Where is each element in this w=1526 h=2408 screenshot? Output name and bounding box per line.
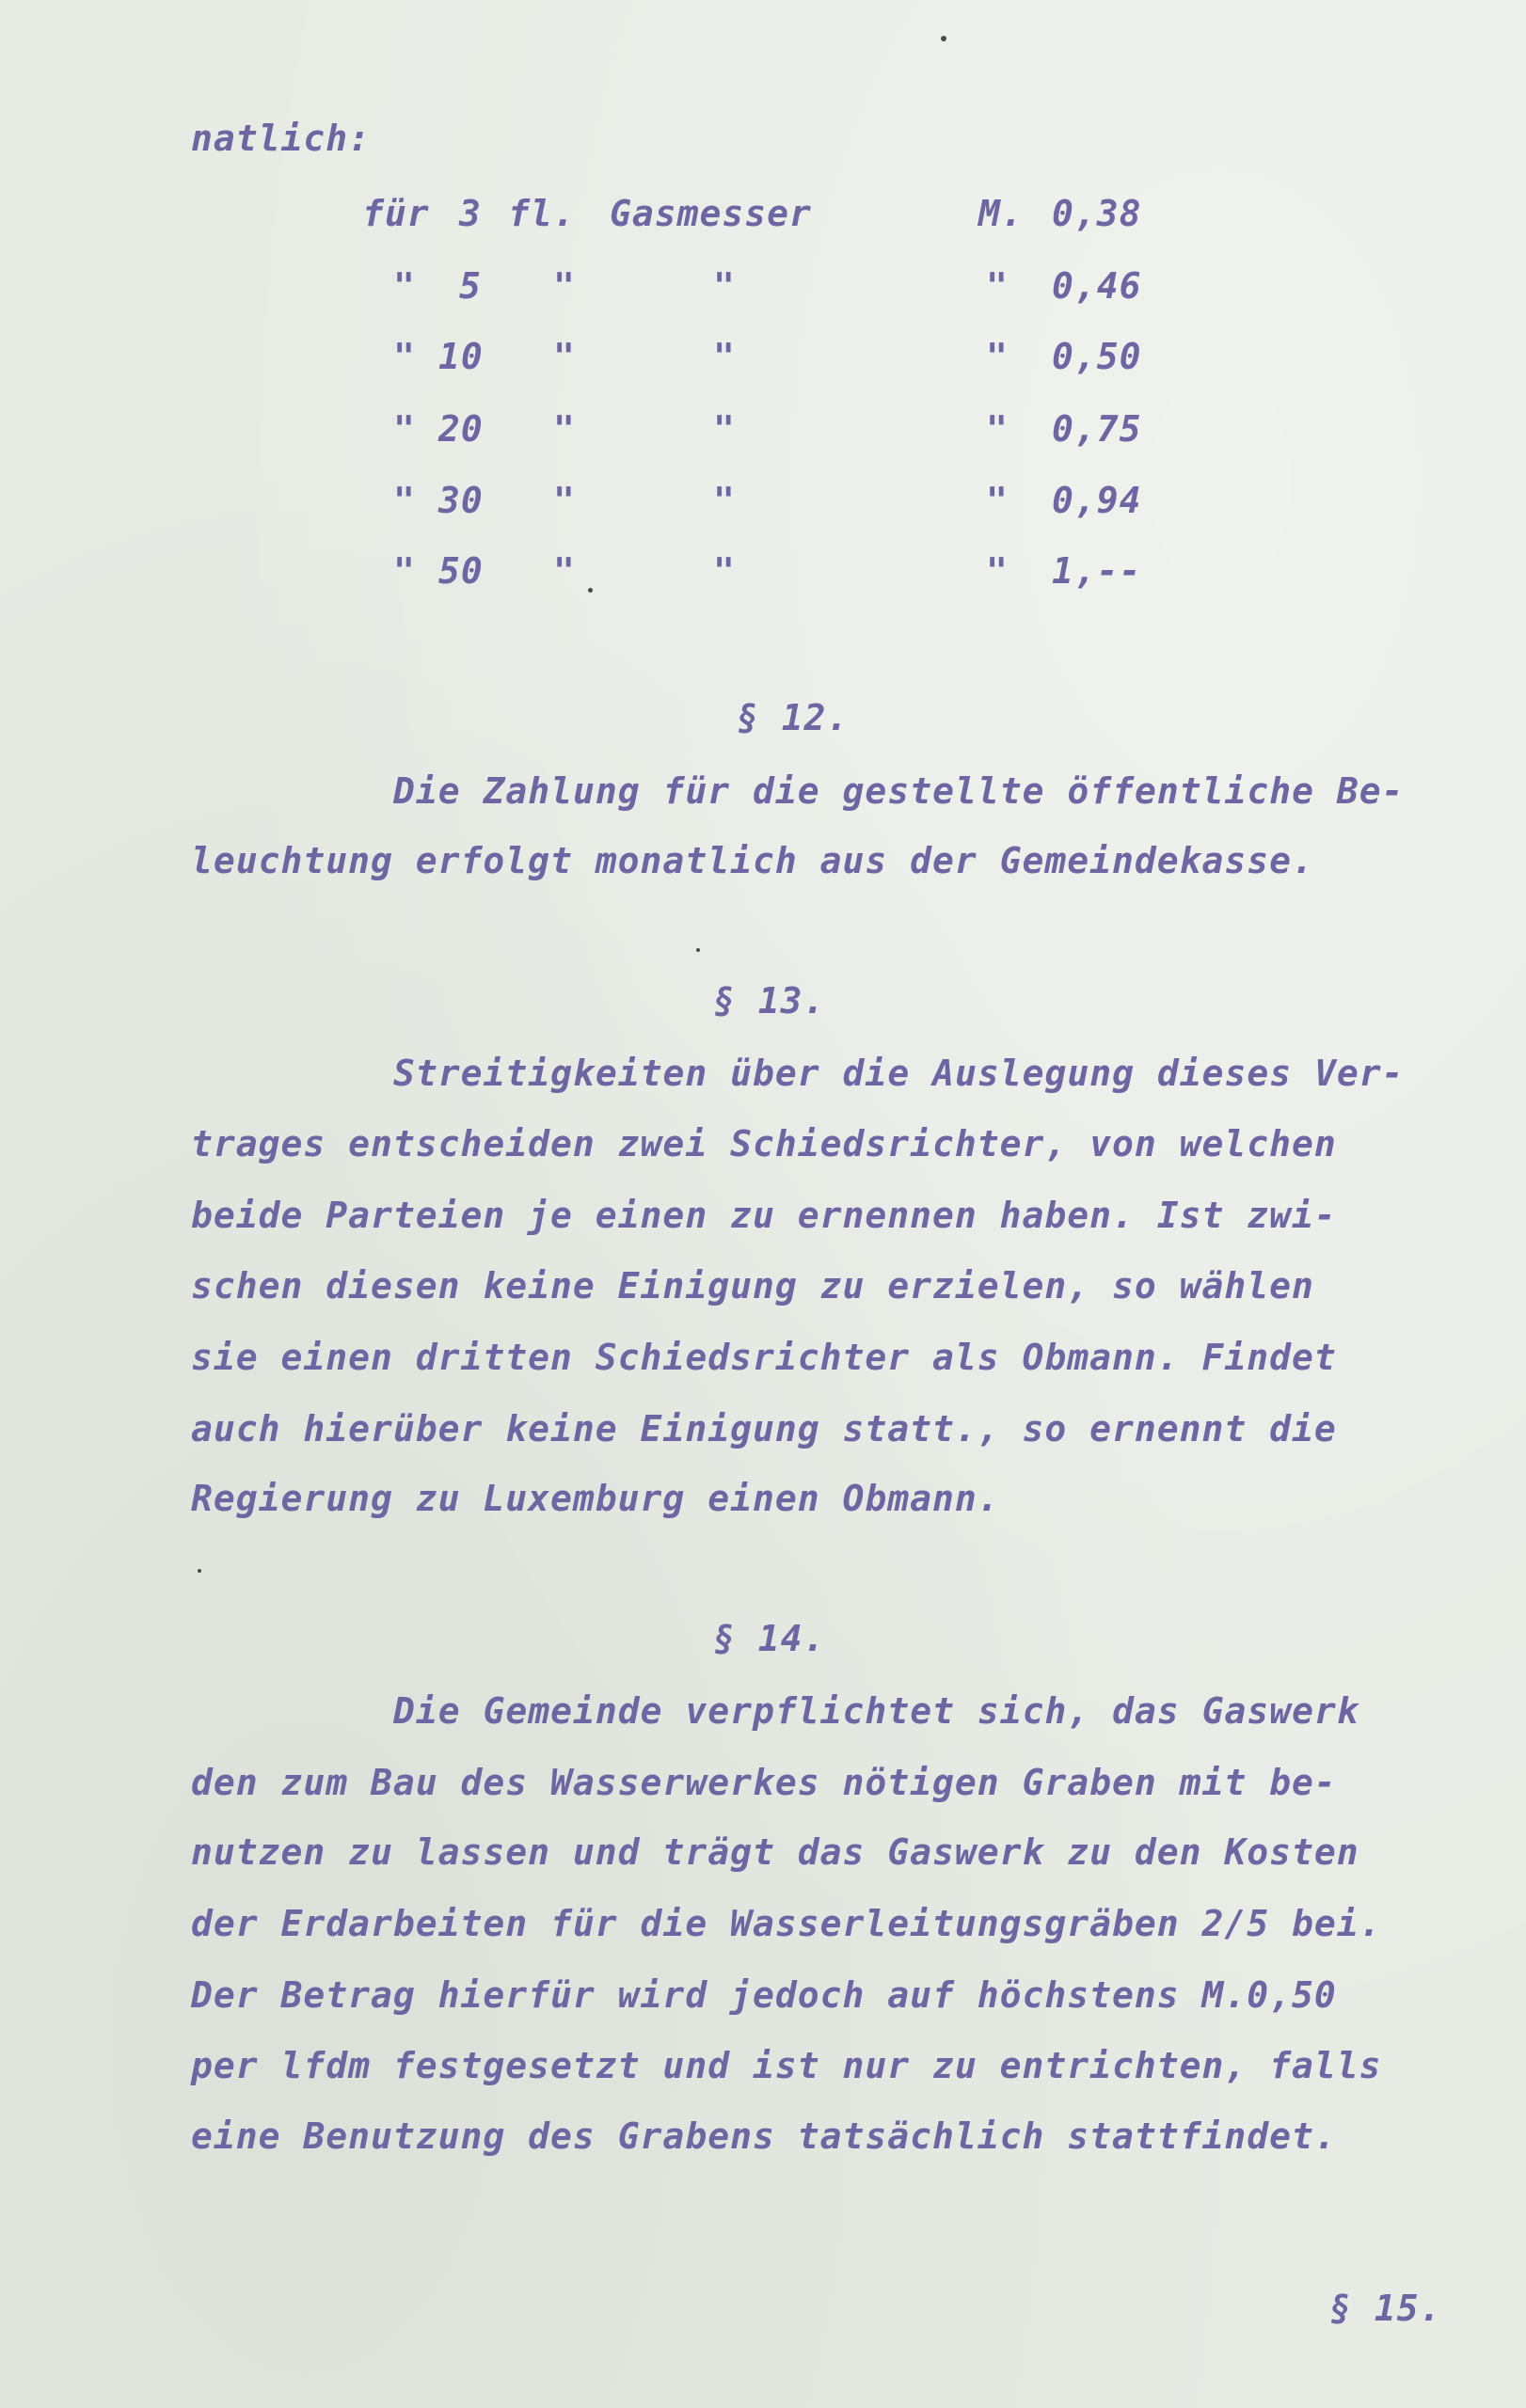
row-size: 3 bbox=[459, 193, 482, 234]
paragraph-line: Der Betrag hierfür wird jedoch auf höchstens M.0,50 bbox=[191, 1974, 1337, 2016]
section-heading: § 13. bbox=[713, 980, 826, 1022]
row-prefix: " bbox=[393, 336, 416, 377]
row-size: 10 bbox=[438, 336, 484, 377]
row-prefix: " bbox=[393, 550, 416, 592]
paragraph-line: trages entscheiden zwei Schiedsrichter, von welchen bbox=[191, 1123, 1337, 1164]
row-price: 1,-- bbox=[1052, 550, 1142, 592]
paragraph-line: eine Benutzung des Grabens tatsächlich stattfindet. bbox=[191, 2115, 1337, 2157]
row-size: 5 bbox=[459, 265, 482, 307]
row-price: 0,94 bbox=[1052, 480, 1142, 521]
paper-speck bbox=[696, 948, 700, 952]
paragraph-line: Streitigkeiten über die Auslegung dieses Ver- bbox=[393, 1053, 1405, 1094]
row-size: 30 bbox=[438, 480, 484, 521]
paragraph-line: per lfdm festgesetzt und ist nur zu entrichten, falls bbox=[191, 2045, 1382, 2086]
paper-speck bbox=[588, 588, 593, 593]
paper-speck bbox=[198, 1569, 201, 1573]
row-label: " bbox=[713, 265, 736, 307]
section-heading: § 14. bbox=[713, 1618, 826, 1659]
row-label: " bbox=[713, 480, 736, 521]
paragraph-line: leuchtung erfolgt monatlich aus der Gemeindekasse. bbox=[191, 840, 1314, 881]
next-section-catchword: § 15. bbox=[1329, 2288, 1442, 2329]
row-price: 0,75 bbox=[1052, 408, 1142, 450]
row-size: 50 bbox=[438, 550, 484, 592]
paragraph-line: der Erdarbeiten für die Wasserleitungsgräben 2/5 bei. bbox=[191, 1903, 1382, 1944]
row-prefix: " bbox=[393, 408, 416, 450]
row-label: Gasmesser bbox=[610, 193, 812, 234]
row-label: " bbox=[713, 336, 736, 377]
row-unit: " bbox=[553, 408, 576, 450]
row-price: 0,46 bbox=[1052, 265, 1142, 307]
row-currency: " bbox=[986, 550, 1009, 592]
row-unit: " bbox=[553, 550, 576, 592]
paragraph-line: den zum Bau des Wasserwerkes nötigen Graben mit be- bbox=[191, 1762, 1337, 1803]
row-size: 20 bbox=[438, 408, 484, 450]
row-unit: " bbox=[553, 336, 576, 377]
row-prefix: für bbox=[362, 193, 430, 234]
paragraph-line: schen diesen keine Einigung zu erzielen, so wählen bbox=[191, 1265, 1314, 1307]
row-label: " bbox=[713, 408, 736, 450]
row-price: 0,38 bbox=[1052, 193, 1142, 234]
row-currency: " bbox=[986, 265, 1009, 307]
row-prefix: " bbox=[393, 265, 416, 307]
paragraph-line: beide Parteien je einen zu ernennen haben. Ist zwi- bbox=[191, 1195, 1337, 1236]
paragraph-line: Regierung zu Luxemburg einen Obmann. bbox=[191, 1478, 1000, 1519]
section-heading: § 12. bbox=[737, 697, 850, 738]
row-unit: " bbox=[553, 265, 576, 307]
row-label: " bbox=[713, 550, 736, 592]
paragraph-line: auch hierüber keine Einigung statt., so ernennt die bbox=[191, 1408, 1337, 1450]
row-price: 0,50 bbox=[1052, 336, 1142, 377]
intro-line: natlich: bbox=[191, 118, 372, 159]
row-unit: fl. bbox=[508, 193, 576, 234]
paragraph-line: Die Zahlung für die gestellte öffentliche Be- bbox=[393, 770, 1405, 812]
row-currency: " bbox=[986, 480, 1009, 521]
paragraph-line: sie einen dritten Schiedsrichter als Obmann. Findet bbox=[191, 1337, 1337, 1378]
row-currency: " bbox=[986, 408, 1009, 450]
row-unit: " bbox=[553, 480, 576, 521]
paragraph-line: Die Gemeinde verpflichtet sich, das Gaswerk bbox=[393, 1690, 1359, 1732]
row-currency: M. bbox=[978, 193, 1024, 234]
paragraph-line: nutzen zu lassen und trägt das Gaswerk zu den Kosten bbox=[191, 1831, 1359, 1873]
row-prefix: " bbox=[393, 480, 416, 521]
paper-speck bbox=[941, 36, 946, 41]
row-currency: " bbox=[986, 336, 1009, 377]
